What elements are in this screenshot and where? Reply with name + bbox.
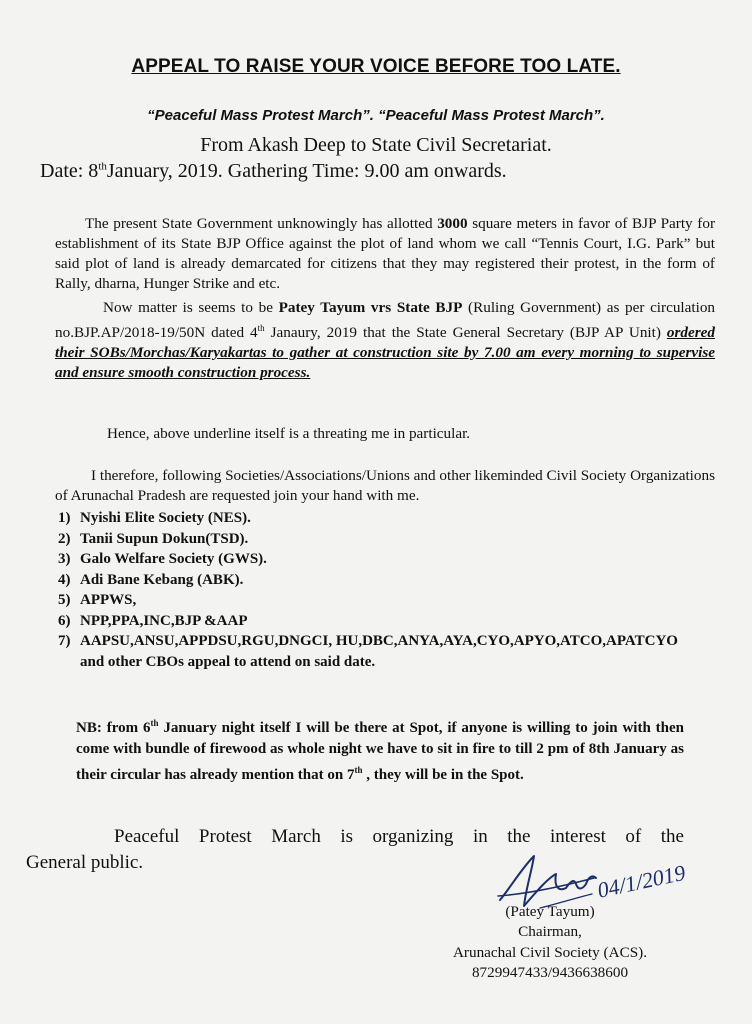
organization-list <box>58 508 688 672</box>
list-text: Galo Welfare Society (GWS). <box>80 551 267 567</box>
list-text: Tanii Supun Dokun(TSD). <box>80 530 249 547</box>
paragraph-allotment <box>55 214 715 294</box>
date-rest: January, 2019. Gathering Time: 9.00 am onwards. <box>106 160 507 182</box>
date-line <box>40 160 507 183</box>
page-title: APPEAL TO RAISE YOUR VOICE BEFORE TOO LATE. <box>131 56 621 77</box>
list-text: NPP,PPA,INC,BJP &AAP <box>80 612 248 629</box>
nb-note <box>76 713 684 786</box>
signature-date: 04/1/2019 <box>595 859 688 903</box>
nb-text-b: January night itself I will be there at Spot, if anyone is willing to join with then come with bundle of firewood as whole night we have to sit in fire to till 2 pm of 8th January as their circular has already mention that on 7 <box>76 720 684 783</box>
closing-line-2: General public. <box>26 852 144 873</box>
hence-line: Hence, above underline itself is a threating me in particular. <box>107 425 471 442</box>
list-number: 4) <box>58 571 71 588</box>
nb-text-a: NB: from 6 <box>76 720 151 736</box>
para2-sup: th <box>257 323 265 333</box>
list-number: 3) <box>58 551 71 567</box>
paragraph-matter <box>55 298 715 383</box>
list-item <box>58 570 688 591</box>
signatory-organization: Arunachal Civil Society (ACS). <box>452 944 648 961</box>
signatory-name: (Patey Tayum) <box>505 903 595 920</box>
list-number: 6) <box>58 612 71 629</box>
closing-line-1: Peaceful Protest March is organizing in the interest of the <box>114 826 684 847</box>
date-prefix: Date: 8 <box>40 160 99 182</box>
underlined-order: ordered their SOBs/Morchas/Karyakartas to gather at construction site by 7.00 am every morning to supervise and ensure smooth construction process. <box>55 324 715 382</box>
march-heading: “Peaceful Mass Protest March”. “Peaceful Mass Protest March”. <box>147 107 605 124</box>
list-item <box>58 529 688 550</box>
signatory-role: Chairman, <box>518 923 582 940</box>
route-line: From Akash Deep to State Civil Secretariat. <box>200 134 552 156</box>
list-number: 2) <box>58 530 71 547</box>
list-text: APPWS, <box>80 592 137 608</box>
date-suffix: th <box>98 160 107 173</box>
para2-text-b: (Ruling Government) as per circulation no.BJP.AP/2018-19/50N dated 4 <box>55 299 716 342</box>
list-text: AAPSU,ANSU,APPDSU,RGU,DNGCI, HU,DBC,ANYA,AYA,CYO,APYO,ATCO,APATCYO and other CBOs appeal to attend on said date. <box>80 633 678 670</box>
nb-sup-2: th <box>354 765 363 775</box>
signatory-phones: 8729947433/9436638600 <box>471 964 629 981</box>
list-item <box>58 508 688 529</box>
para1-text-b: square meters in favor of BJP Party for establishment of its State BJP Office against the plot of land whom we call “Tennis Court, I.G. Park” but said plot of land is already demarcated for citizens that they may registered their protest, in the form of Rally, dharna, Hunger Strike and etc. <box>55 215 715 292</box>
list-number: 7) <box>58 633 71 649</box>
list-item <box>58 549 688 570</box>
list-item <box>58 611 688 632</box>
para1-bold: 3000 <box>437 215 468 232</box>
list-item <box>58 590 688 611</box>
para2-text-a: Now matter is seems to be <box>103 299 279 316</box>
para2-bold: Patey Tayum vrs State BJP <box>278 299 463 316</box>
list-text: Nyishi Elite Society (NES). <box>80 510 251 526</box>
paragraph-request: I therefore, following Societies/Associations/Unions and other likeminded Civil Society Organizations of Arunachal Pradesh are requested join your hand with me. <box>55 467 715 504</box>
list-text: Adi Bane Kebang (ABK). <box>80 571 244 588</box>
list-item <box>58 631 688 672</box>
list-number: 5) <box>58 592 71 608</box>
nb-text-c: , they will be in the Spot. <box>362 767 524 783</box>
nb-sup-1: th <box>150 718 159 728</box>
list-number: 1) <box>58 510 71 526</box>
para2-text-c: Janaury, 2019 that the State General Secretary (BJP AP Unit) <box>264 324 667 342</box>
para1-text-a: The present State Government unknowingly has allotted <box>85 215 438 232</box>
